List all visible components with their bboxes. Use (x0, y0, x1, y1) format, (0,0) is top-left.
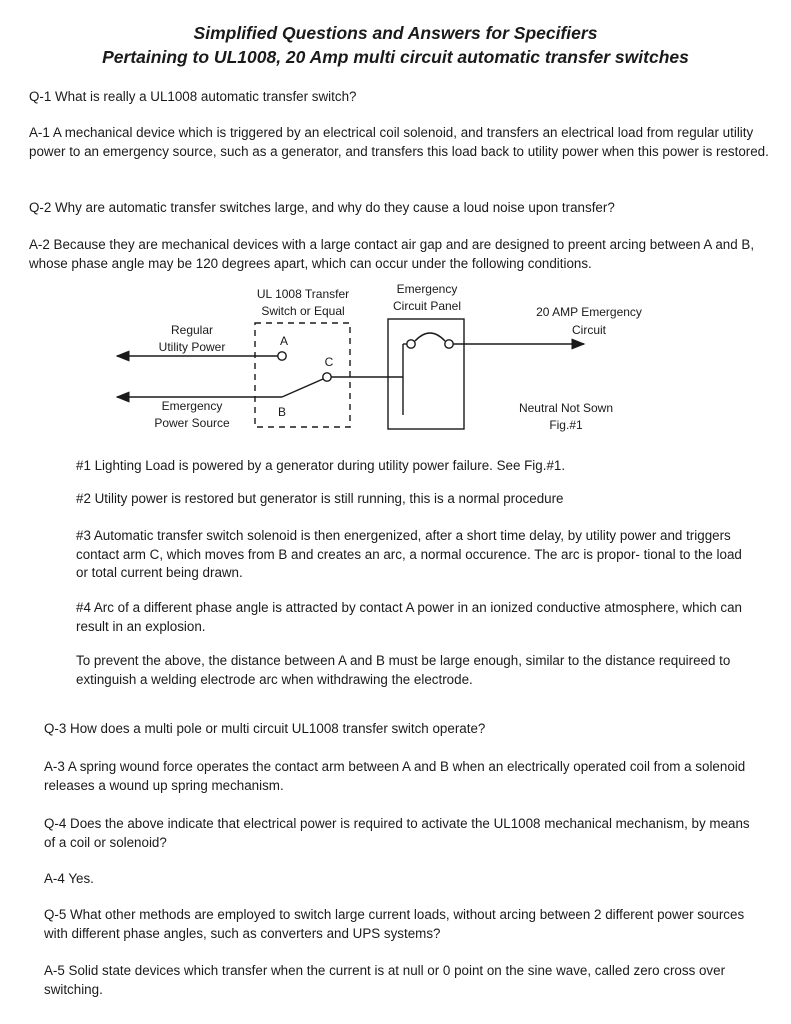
document-title-line-1: Simplified Questions and Answers for Specifiers (193, 23, 598, 43)
figure-label: Fig.#1 (549, 418, 583, 432)
emergency-circuit-panel (388, 319, 464, 429)
contact-b-label: B (277, 405, 287, 419)
output-label-line-2: Circuit (571, 323, 607, 337)
condition-4: #4 Arc of a different phase angle is attracted by contact A power in an ionized conductive atmosphere, which can result in an explosion. (76, 600, 742, 634)
question-4: Q-4 Does the above indicate that electrical power is required to activate the UL1008 mechanical mechanism, by means of a coil or solenoid? (44, 816, 750, 850)
breaker-arc (415, 333, 445, 341)
ats-label-line-2: Switch or Equal (261, 304, 345, 318)
breaker-contact-1 (407, 340, 415, 348)
answer-4: A-4 Yes. (44, 871, 94, 886)
contact-a (278, 352, 286, 360)
question-1: Q-1 What is really a UL1008 automatic transfer switch? (29, 89, 357, 104)
panel-label-line-2: Circuit Panel (392, 299, 462, 313)
neutral-label: Neutral Not Sown (518, 401, 614, 415)
condition-2: #2 Utility power is restored but generator is still running, this is a normal procedure (76, 491, 564, 506)
transfer-switch-diagram (0, 278, 791, 438)
condition-1: #1 Lighting Load is powered by a generator during utility power failure. See Fig.#1. (76, 458, 566, 473)
utility-label-line-1: Regular (170, 323, 214, 337)
answer-1: A-1 A mechanical device which is triggered by an electrical coil solenoid, and transfers an electrical load from regular utility power to an emergency source, such as a generator, and transfers this load back to utility power when this power is restored. (29, 125, 769, 159)
breaker-contact-2 (445, 340, 453, 348)
contact-arm (282, 379, 323, 397)
contact-c (323, 373, 331, 381)
ats-label-line-1: UL 1008 Transfer (256, 287, 350, 301)
ats-dashed-box (255, 323, 350, 427)
answer-5: A-5 Solid state devices which transfer when the current is at null or 0 point on the sine wave, called zero cross over switching. (44, 963, 726, 997)
document-title-line-2: Pertaining to UL1008, 20 Amp multi circuit automatic transfer switches (102, 47, 689, 67)
question-5: Q-5 What other methods are employed to switch large current loads, without arcing between 2 different power sources with different phase angles, such as converters and UPS systems? (44, 907, 745, 941)
question-3: Q-3 How does a multi pole or multi circuit UL1008 transfer switch operate? (44, 721, 486, 736)
panel-label-line-1: Emergency (396, 282, 458, 296)
question-2: Q-2 Why are automatic transfer switches large, and why do they cause a loud noise upon transfer? (29, 200, 615, 215)
contact-c-label: C (324, 355, 334, 369)
emergency-label-line-2: Power Source (154, 416, 230, 430)
condition-3: #3 Automatic transfer switch solenoid is then energenized, after a short time delay, by utility power and triggers contact arm C, which moves from B and creates an arc, a normal occurence. The arc is propor- tional to the load or total current being drawn. (76, 528, 742, 580)
utility-label-line-2: Utility Power (158, 340, 226, 354)
output-label-line-1: 20 AMP Emergency (536, 305, 642, 319)
prevention-note: To prevent the above, the distance between A and B must be large enough, similar to the distance requireed to extinguish a welding electrode arc when withdrawing the electrode. (76, 653, 731, 687)
emergency-label-line-1: Emergency (161, 399, 223, 413)
contact-a-label: A (279, 334, 289, 348)
answer-3: A-3 A spring wound force operates the contact arm between A and B when an electrically operated coil from a solenoid releases a wound up spring mechanism. (44, 759, 746, 793)
answer-2: A-2 Because they are mechanical devices with a large contact air gap and are designed to preent arcing between A and B, whose phase angle may be 120 degrees apart, which can occur under the following conditions. (29, 237, 755, 271)
